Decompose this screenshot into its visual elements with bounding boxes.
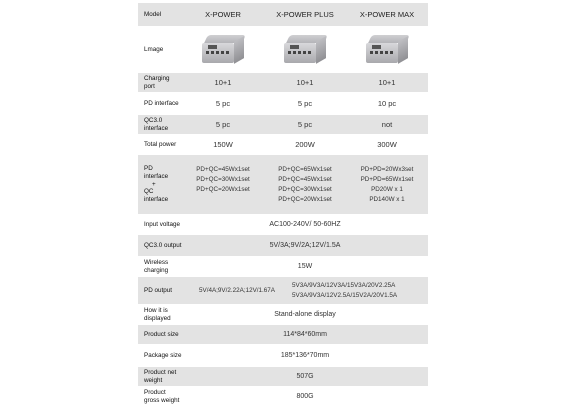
package-size-label: Package size [144,351,182,359]
combo-label: PD interface + QC interface [144,164,169,204]
total-power-label: Total power [144,140,177,148]
package-size-row [138,345,428,367]
charger-image [364,35,410,65]
model-name: X-POWER MAX [359,10,415,19]
pd-output-value-plus: 5V3A/9V3A/12V3A/15V3A/20V2.25A [292,282,396,289]
charging-port-value: 10+1 [378,78,396,87]
combo-row [138,155,428,215]
total-power-row [138,135,428,155]
qc-interface-value: not [381,120,393,129]
display-label: How it is displayed [144,306,171,322]
pd-output-value-max: 5V3A/9V3A/12V2.5A/15V2A/20V1.5A [292,292,398,299]
product-size-label: Product size [144,330,179,338]
charging-port-label: Charging port [144,74,170,90]
gross-weight-label: Product gross weight [144,388,180,404]
net-weight-label: Product net weight [144,368,177,384]
wireless-label: Wireless charging [144,258,169,274]
display-value: Stand-alone display [274,311,336,318]
qc-output-row [138,235,428,257]
total-power-value: 150W [213,140,233,149]
image-row [138,27,428,73]
charging-port-value: 10+1 [296,78,314,87]
gross-weight-value: 800G [296,393,314,400]
spec-table [138,3,428,407]
combo-col-3: PD+PD=20Wx3set PD+PD=65Wx1set PD20W x 1 PD140W x 1 [360,166,414,203]
qc-interface-value: 5 pc [297,120,313,129]
combo-col-2: PD+QC=65Wx1set PD+QC=45Wx1set PD+QC=30Wx1set PD+QC=20Wx1set [278,166,332,203]
total-power-value: 300W [377,140,397,149]
pd-interface-value: 5 pc [215,99,231,108]
qc-output-label: QC3.0 output [144,241,182,249]
qc-interface-row [138,115,428,135]
pd-interface-value: 5 pc [297,99,313,108]
net-weight-row [138,367,428,387]
pd-output-row [138,277,428,305]
pd-output-value-basic: 5V/4A;9V/2.22A;12V/1.67A [199,287,275,294]
pd-interface-row [138,93,428,115]
pd-interface-value: 10 pc [377,99,397,108]
total-power-value: 200W [295,140,315,149]
package-size-value: 185*136*70mm [280,352,330,359]
model-label: Model [144,10,162,18]
model-name: X-POWER [205,10,241,19]
wireless-value: 15W [297,263,313,270]
qc-interface-value: 5 pc [215,120,231,129]
charging-port-value: 10+1 [214,78,232,87]
combo-col-1: PD+QC=45Wx1set PD+QC=30Wx1set PD+QC=20Wx1set [196,166,250,193]
model-row [138,3,428,27]
product-size-value: 114*84*60mm [283,331,327,338]
net-weight-value: 507G [296,373,314,380]
pd-interface-label: PD interface [144,99,179,107]
image-label: Lmage [144,45,164,53]
charger-image [200,35,246,65]
input-voltage-row [138,215,428,235]
input-voltage-value: AC100-240V/ 50-60HZ [269,221,341,228]
pd-output-label: PD output [144,286,173,294]
input-voltage-label: Input voltage [144,220,181,228]
qc-interface-label: QC3.0 interface [144,116,169,132]
display-row [138,305,428,325]
charger-image [282,35,328,65]
qc-output-value: 5V/3A;9V/2A;12V/1.5A [269,242,341,249]
model-name: X-POWER PLUS [276,10,334,19]
gross-weight-row [138,387,428,407]
wireless-row [138,257,428,277]
charging-port-row [138,73,428,93]
product-size-row [138,325,428,345]
